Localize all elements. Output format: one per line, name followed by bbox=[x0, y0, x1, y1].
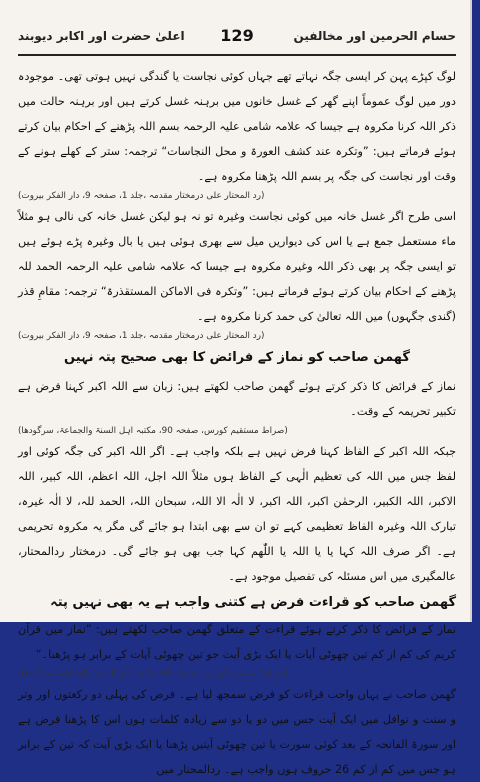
reference-3: (صراط مستقیم کورس، صفحہ 90، مکتبہ اہل السنۃ والجماعۃ، سرگودھا) bbox=[18, 426, 288, 436]
header-right-title: حسام الحرمین اور مخالفین bbox=[293, 29, 456, 43]
paragraph-4: جبکہ اللہ اکبر کے الفاظ کہنا فرض نہیں ہے بلکہ واجب ہے۔ اگر اللہ اکبر کی جگہ کوئی اور لفظ جس میں اللہ کی تعظیم الٰہی کے الفاظ ہوں مثلاً اللہ اجل، اللہ اعظم، اللہ کبیر، اللہ الاکبر، اللہ الکبیر، الرحمٰن اکبر، اللہ اکبر، لا الٰہ الا اللہ، سبحان اللہ، الحمد للہ، لا الٰہ غیرہ، تبارک اللہ وغیرہ الفاظ تعظیمی کہے تو ان سے بھی ابتدا ہو جائے گی مگر یہ مکروہ تحریمی ہے۔ اگر صرف اللہ کہا یا یا اللہ یا اللّٰھم کہا جب بھی ہو جائے گی۔ درمختار ردالمحتار، عالمگیری میں اس مسئلہ کی تفصیل موجود ہے۔ bbox=[18, 445, 456, 583]
header-rule bbox=[18, 54, 456, 56]
reference-2: (رد المحتار علی درمختار مقدمہ ،جلد 1، صفحہ 9، دار الفکر بیروت) bbox=[18, 331, 265, 341]
page-number: 129 bbox=[220, 25, 254, 45]
page-content bbox=[18, 64, 456, 776]
section-heading-1: گھمن صاحب کو نماز کے فرائض کا بھی صحیح پتہ نہیں bbox=[64, 350, 410, 365]
paragraph-1: لوگ کپڑے پہن کر ایسی جگہ نہاتے تھے جہاں کوئی نجاست یا گندگی نہیں ہوتی تھی۔ موجودہ دور میں لوگ عموماً اپنے گھر کے غسل خانوں میں برہنہ غسل کرتے ہیں اور برہنہ حالت میں ذکر اللہ کرنا مکروہ ہے جیسا کہ علامہ شامی علیہ الرحمہ بسم اللہ پڑھنے کے احکام بیان کرتے ہوئے فرماتے ہیں: ”وتکرہ عند کشف العورۃ و محل النجاسات“ ترجمہ: ستر کے کھلے ہونے کے وقت اور نجاست کی جگہ پر بسم اللہ پڑھنا مکروہ ہے۔ bbox=[18, 70, 456, 183]
section-heading-2: گھمن صاحب کو قراءت فرض ہے کتنی واجب ہے یہ بھی نہیں پتہ bbox=[50, 595, 456, 610]
header-left-title: اعلیٰ حضرت اور اکابر دیوبند bbox=[18, 29, 185, 43]
paragraph-2: اسی طرح اگر غسل خانہ میں کوئی نجاست وغیرہ تو نہ ہو لیکن غسل خانہ کی نالی ہو مثلاً ماء مستعمل جمع ہے یا اس کی دیواریں میل سے بھری ہوئی ہیں یا بال وغیرہ پڑے ہوئے ہیں تو ایسی جگہ پر بھی ذکر اللہ وغیرہ مکروہ ہے جیسا کہ علامہ شامی علیہ الرحمہ الحمد للہ پڑھنے کے احکام بیان کرتے ہوئے فرماتے ہیں: ”وتکرہ فی الاماکن المستقذرۃ“ ترجمہ: مقامِ قذر (گندی جگہوں) میں اللہ تعالیٰ کی حمد کرنا مکروہ ہے۔ bbox=[18, 210, 456, 323]
paragraph-3: نماز کے فرائض کا ذکر کرتے ہوئے گھمن صاحب لکھتے ہیں: زبان سے اللہ اکبر کہنا فرض ہے تکبیر تحریمہ کے وقت۔ bbox=[18, 380, 456, 418]
reference-4: (صراط مستقیم کورس، صفحہ 90، مکتبہ اہل السنۃ والجماعۃ، سرگودھا) bbox=[18, 669, 288, 679]
paragraph-6: گھمن صاحب نے یہاں واجب قراءت کو فرض سمجھ لیا ہے۔ فرض کی پہلی دو رکعتوں اور وتر و سنت و نوافل میں ایک آیت جس میں دو یا دو سے زیادہ کلمات ہوں اس کا پڑھنا فرض ہے اور سورۃ الفاتحہ کے بعد کوئی سورت یا تین چھوٹی آیتیں پڑھنا یا ایک بڑی آیت کہ تین کے برابر ہو جس میں کم از کم 26 حروف ہوں واجب ہے۔ ردالمحتار میں bbox=[18, 688, 456, 776]
page-header bbox=[18, 16, 456, 56]
reference-1: (رد المحتار علی درمختار مقدمہ ،جلد 1، صفحہ 9، دار الفکر بیروت) bbox=[18, 191, 265, 201]
paragraph-5: نماز کے فرائض کا ذکر کرتے ہوئے قراءت کے متعلق گھمن صاحب لکھتے ہیں: ”نماز میں قرآن کریم کی کم از کم تین چھوٹی آیات یا ایک بڑی آیت جو تین چھوٹی آیات کے برابر ہو پڑھنا۔“ bbox=[18, 623, 456, 661]
